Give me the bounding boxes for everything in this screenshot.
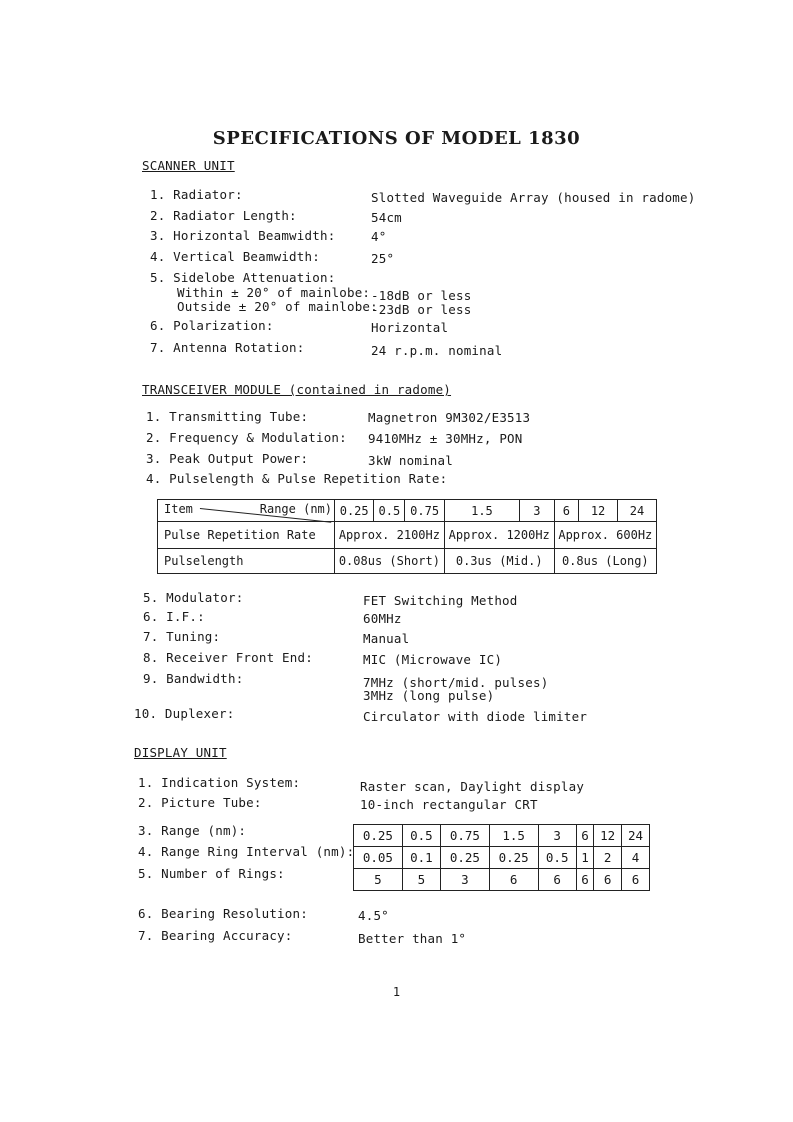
display-value-7: Better than 1°: [358, 931, 467, 946]
rings-cell: 5: [402, 869, 440, 891]
scanner-value-7: 24 r.p.m. nominal: [371, 343, 503, 358]
pl-value: 0.3us (Mid.): [444, 549, 554, 574]
interval-cell: 0.05: [354, 847, 403, 869]
interval-cell: 4: [622, 847, 650, 869]
interval-cell: 0.5: [538, 847, 576, 869]
transceiver-value-5: FET Switching Method: [363, 593, 518, 608]
scanner-value-2: 54cm: [371, 210, 402, 225]
scanner-label-3: 3. Horizontal Beamwidth:: [150, 228, 336, 243]
range-cell: 0.5: [374, 500, 405, 522]
transceiver-value-7: Manual: [363, 631, 410, 646]
range-cell: 0.75: [441, 825, 490, 847]
range-header: Range (nm): [259, 502, 332, 516]
display-label-2: 2. Picture Tube:: [138, 795, 262, 810]
transceiver-label-5: 5. Modulator:: [143, 590, 244, 605]
pl-value: 0.8us (Long): [554, 549, 656, 574]
scanner-value-5a: -18dB or less: [371, 288, 472, 303]
range-cell: 24: [622, 825, 650, 847]
scanner-label-6: 6. Polarization:: [150, 318, 274, 333]
item-header: Item: [164, 502, 193, 516]
interval-cell: 1: [576, 847, 593, 869]
transceiver-label-6: 6. I.F.:: [143, 609, 205, 624]
range-row: [354, 825, 650, 847]
range-cell: 12: [579, 500, 618, 522]
display-label-5: 5. Number of Rings:: [138, 866, 285, 881]
range-cell: 12: [594, 825, 622, 847]
interval-cell: 2: [594, 847, 622, 869]
transceiver-label-4: 4. Pulselength & Pulse Repetition Rate:: [146, 471, 448, 486]
pulse-table: [157, 499, 657, 574]
transceiver-heading: TRANSCEIVER MODULE (contained in radome): [142, 382, 452, 397]
scanner-value-4: 25°: [371, 251, 395, 266]
range-cell: 6: [576, 825, 593, 847]
scanner-value-6: Horizontal: [371, 320, 449, 335]
prr-label: Pulse Repetition Rate: [158, 522, 335, 549]
range-cell: 6: [554, 500, 578, 522]
scanner-label-5a: Within ± 20° of mainlobe:: [177, 285, 371, 300]
interval-cell: 0.25: [489, 847, 538, 869]
display-heading: DISPLAY UNIT: [134, 745, 227, 760]
display-label-4: 4. Range Ring Interval (nm):: [138, 844, 355, 859]
interval-cell: 0.25: [441, 847, 490, 869]
prr-value: Approx. 600Hz: [554, 522, 656, 549]
transceiver-value-3: 3kW nominal: [368, 453, 453, 468]
scanner-label-5: 5. Sidelobe Attenuation:: [150, 270, 336, 285]
transceiver-value-1: Magnetron 9M302/E3513: [368, 410, 531, 425]
display-label-1: 1. Indication System:: [138, 775, 301, 790]
display-value-6: 4.5°: [358, 908, 389, 923]
transceiver-label-10: 10. Duplexer:: [134, 706, 235, 721]
item-range-header-cell: [158, 500, 335, 522]
transceiver-value-9b: 3MHz (long pulse): [363, 688, 495, 703]
scanner-label-5b: Outside ± 20° of mainlobe:: [177, 299, 378, 314]
rings-row: [354, 869, 650, 891]
transceiver-label-3: 3. Peak Output Power:: [146, 451, 309, 466]
scanner-heading: SCANNER UNIT: [142, 158, 235, 173]
pl-value: 0.08us (Short): [335, 549, 445, 574]
range-cell: 1.5: [444, 500, 519, 522]
display-value-1: Raster scan, Daylight display: [360, 779, 585, 794]
pl-label: Pulselength: [158, 549, 335, 574]
range-cell: 3: [520, 500, 555, 522]
transceiver-label-7: 7. Tuning:: [143, 629, 221, 644]
transceiver-label-1: 1. Transmitting Tube:: [146, 409, 309, 424]
transceiver-label-2: 2. Frequency & Modulation:: [146, 430, 347, 445]
rings-cell: 5: [354, 869, 403, 891]
transceiver-value-6: 60MHz: [363, 611, 402, 626]
display-label-3: 3. Range (nm):: [138, 823, 247, 838]
scanner-label-2: 2. Radiator Length:: [150, 208, 297, 223]
interval-cell: 0.1: [402, 847, 440, 869]
display-range-table: [353, 824, 650, 891]
rings-cell: 6: [538, 869, 576, 891]
range-cell: 24: [618, 500, 657, 522]
rings-cell: 6: [576, 869, 593, 891]
scanner-label-1: 1. Radiator:: [150, 187, 243, 202]
transceiver-value-9a: 7MHz (short/mid. pulses): [363, 675, 549, 690]
page-number: 1: [392, 985, 401, 999]
rings-cell: 6: [594, 869, 622, 891]
display-value-2: 10-inch rectangular CRT: [360, 797, 538, 812]
transceiver-value-2: 9410MHz ± 30MHz, PON: [368, 431, 523, 446]
page-title: SPECIFICATIONS OF MODEL 1830: [212, 128, 581, 149]
transceiver-label-9: 9. Bandwidth:: [143, 671, 244, 686]
scanner-value-5b: -23dB or less: [371, 302, 472, 317]
scanner-label-4: 4. Vertical Beamwidth:: [150, 249, 320, 264]
interval-row: [354, 847, 650, 869]
display-label-7: 7. Bearing Accuracy:: [138, 928, 293, 943]
range-cell: 3: [538, 825, 576, 847]
transceiver-value-8: MIC (Microwave IC): [363, 652, 503, 667]
range-cell: 0.25: [335, 500, 374, 522]
scanner-label-7: 7. Antenna Rotation:: [150, 340, 305, 355]
scanner-value-1: Slotted Waveguide Array (housed in radome): [371, 190, 696, 205]
transceiver-value-10: Circulator with diode limiter: [363, 709, 588, 724]
rings-cell: 6: [489, 869, 538, 891]
prr-value: Approx. 1200Hz: [444, 522, 554, 549]
scanner-value-3: 4°: [371, 229, 387, 244]
display-label-6: 6. Bearing Resolution:: [138, 906, 308, 921]
rings-cell: 3: [441, 869, 490, 891]
range-cell: 1.5: [489, 825, 538, 847]
rings-cell: 6: [622, 869, 650, 891]
range-cell: 0.5: [402, 825, 440, 847]
transceiver-label-8: 8. Receiver Front End:: [143, 650, 313, 665]
prr-value: Approx. 2100Hz: [335, 522, 445, 549]
range-cell: 0.75: [405, 500, 444, 522]
range-cell: 0.25: [354, 825, 403, 847]
